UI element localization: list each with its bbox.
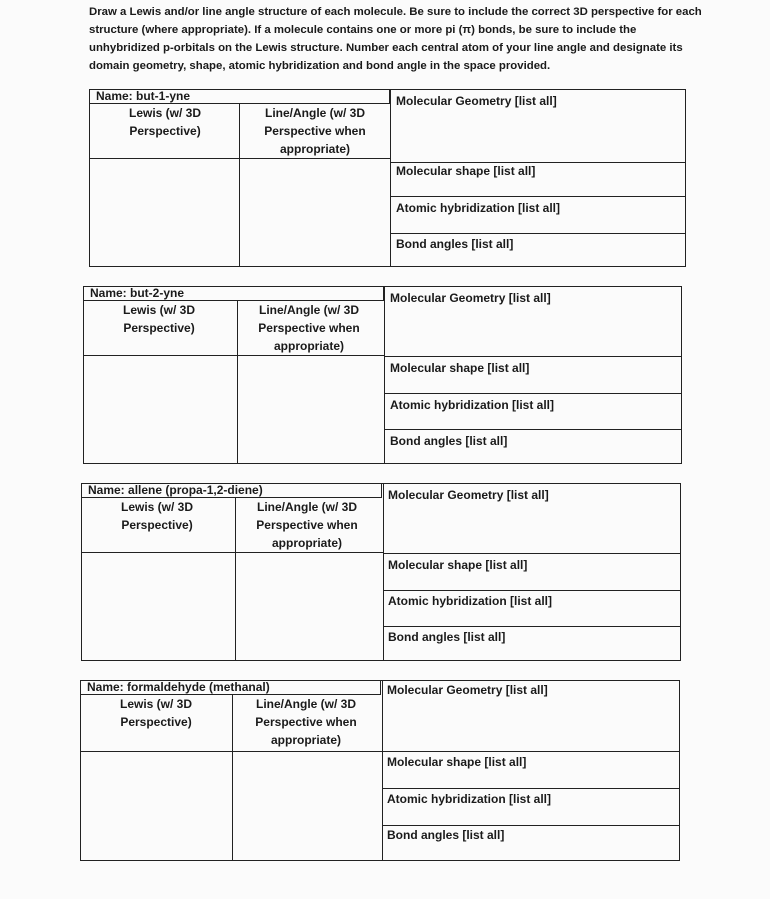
hybridization-label: Atomic hybridization [list all] — [387, 792, 552, 806]
molecule-name: Name: allene (propa-1,2-diene) — [82, 484, 382, 498]
column-divider — [383, 484, 384, 660]
prop-divider — [384, 393, 681, 394]
column-divider — [232, 695, 233, 860]
lewis-header: Lewis (w/ 3D Perspective) — [128, 106, 202, 138]
prop-divider — [382, 751, 679, 752]
molecule-name: Name: but-2-yne — [84, 287, 384, 301]
prop-divider — [390, 196, 685, 197]
geometry-label: Molecular Geometry [list all] — [388, 488, 549, 502]
geometry-label: Molecular Geometry [list all] — [390, 291, 551, 305]
bond-angles-label: Bond angles [list all] — [387, 828, 505, 842]
lewis-header: Lewis (w/ 3D Perspective) — [120, 500, 194, 532]
column-divider — [239, 104, 240, 266]
instructions-line: unhybridized p-orbitals on the Lewis structure. Number each central atom of your line angle and designate its — [89, 42, 683, 54]
bond-angles-label: Bond angles [list all] — [388, 630, 506, 644]
line-angle-header: Line/Angle (w/ 3D Perspective when appropriate) — [258, 303, 360, 353]
instructions-line: Draw a Lewis and/or line angle structure of each molecule. Be sure to include the correct 3D perspective for each — [89, 6, 702, 18]
geometry-label: Molecular Geometry [list all] — [396, 94, 557, 108]
prop-divider — [384, 356, 681, 357]
column-divider — [384, 287, 385, 463]
prop-divider — [382, 788, 679, 789]
geometry-label: Molecular Geometry [list all] — [387, 683, 548, 697]
instructions — [89, 3, 702, 75]
hybridization-label: Atomic hybridization [list all] — [396, 201, 561, 215]
molecule-name: Name: but-1-yne — [90, 90, 390, 104]
line-angle-header: Line/Angle (w/ 3D Perspective when appropriate) — [264, 106, 366, 156]
instructions-line: structure (where appropriate). If a molecule contains one or more pi (π) bonds, be sure to include the — [89, 24, 637, 36]
prop-divider — [383, 553, 680, 554]
molecule-table — [83, 286, 682, 464]
column-divider — [382, 681, 383, 860]
header-divider — [84, 355, 384, 356]
molecule-table — [81, 483, 681, 661]
prop-divider — [382, 825, 679, 826]
column-divider — [390, 90, 391, 266]
header-divider — [90, 158, 390, 159]
prop-divider — [383, 626, 680, 627]
instructions-line: domain geometry, shape, atomic hybridization and bond angle in the space provided. — [89, 60, 551, 72]
molecule-table — [89, 89, 686, 267]
header-divider — [82, 552, 383, 553]
column-divider — [235, 498, 236, 660]
column-divider — [237, 301, 238, 463]
molecule-table — [80, 680, 680, 861]
header-divider — [81, 751, 382, 752]
lewis-header: Lewis (w/ 3D Perspective) — [122, 303, 196, 335]
hybridization-label: Atomic hybridization [list all] — [390, 398, 555, 412]
prop-divider — [390, 233, 685, 234]
shape-label: Molecular shape [list all] — [388, 558, 528, 572]
prop-divider — [384, 429, 681, 430]
shape-label: Molecular shape [list all] — [396, 164, 536, 178]
prop-divider — [390, 162, 685, 163]
shape-label: Molecular shape [list all] — [390, 361, 530, 375]
line-angle-header: Line/Angle (w/ 3D Perspective when appropriate) — [256, 500, 358, 550]
hybridization-label: Atomic hybridization [list all] — [388, 594, 553, 608]
lewis-header: Lewis (w/ 3D Perspective) — [119, 697, 193, 729]
molecule-name: Name: formaldehyde (methanal) — [81, 681, 381, 695]
line-angle-header: Line/Angle (w/ 3D Perspective when appropriate) — [255, 697, 357, 747]
bond-angles-label: Bond angles [list all] — [390, 434, 508, 448]
bond-angles-label: Bond angles [list all] — [396, 237, 514, 251]
shape-label: Molecular shape [list all] — [387, 755, 527, 769]
prop-divider — [383, 590, 680, 591]
